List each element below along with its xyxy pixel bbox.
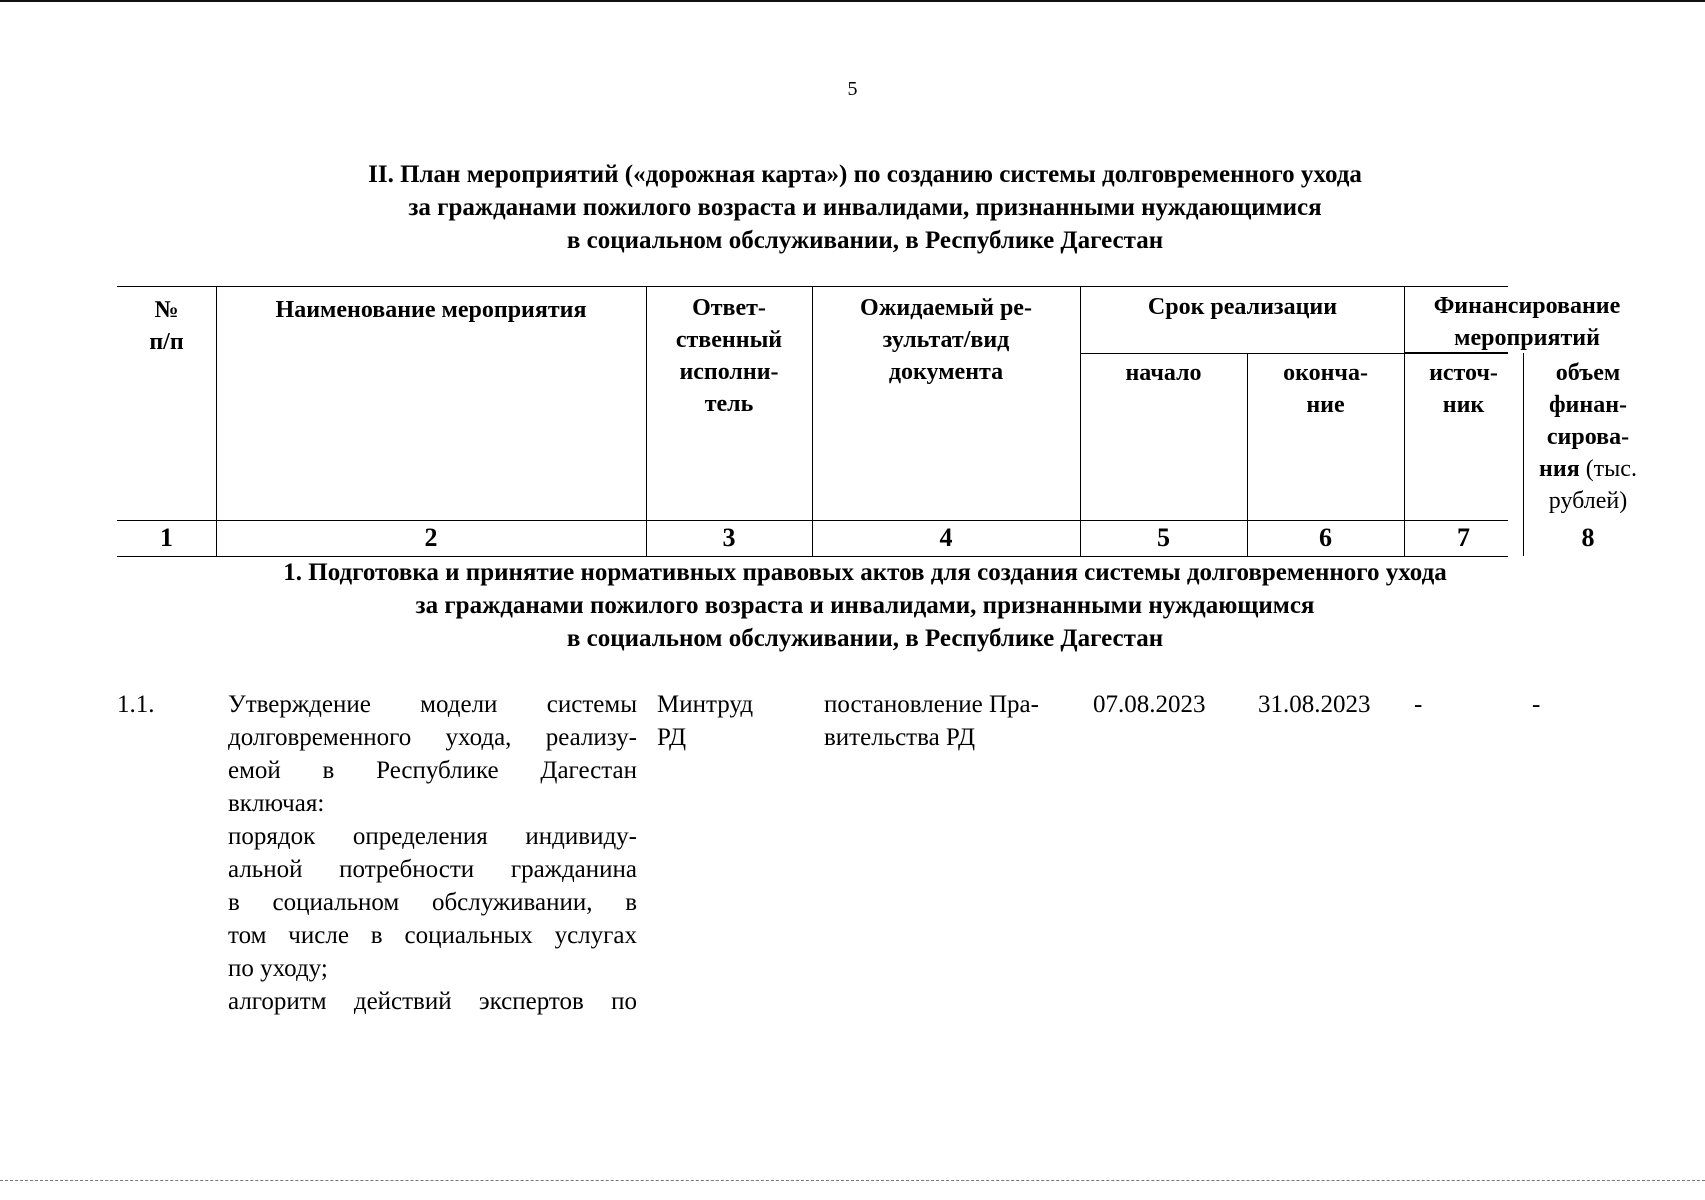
row-result: постановление Пра- вительства РД [824, 691, 1039, 751]
page-bottom-edge [0, 1180, 1705, 1181]
row-description: Утверждение модели системы долговременного ухода, реализу- емой в Республике Дагестан включая: порядок определения индивиду- альной потребности гражданина в социальном обслуживании, в том числе в социальных услугах по уходу; алгоритм действий экспертов по [228, 691, 637, 1015]
page-number: 5 [847, 78, 858, 100]
document-title [0, 158, 1705, 257]
row-start-date: 07.08.2023 [1093, 691, 1206, 718]
row-end-date: 31.08.2023 [1258, 691, 1371, 718]
column-number: 1 [160, 523, 173, 552]
header-amount: объем финан- сирова- ния (тыс. рублей) [1539, 360, 1637, 514]
page-top-edge [0, 0, 1705, 2]
title-line: за гражданами пожилого возраста и инвалидами, признанными нуждающимися [408, 194, 1322, 221]
header-responsible: Ответ- ственный исполни- тель [675, 295, 783, 417]
row-source: - [1414, 691, 1423, 718]
header-number: № п/п [149, 297, 184, 355]
title-line: в социальном обслуживании, в Республике Дагестан [566, 227, 1164, 254]
header-period-group: Срок реализации [1147, 294, 1338, 320]
column-number: 7 [1457, 523, 1470, 552]
header-finance-group: Финансирование мероприятий [1433, 293, 1621, 351]
header-source: источ- ник [1429, 360, 1498, 418]
col-divider [1080, 286, 1081, 556]
column-number: 8 [1581, 523, 1595, 552]
section-title: 1. Подготовка и принятие нормативных правовых актов для создания системы долговременного ухода за гражданами пожилого возраста и инвалидами, признанными нуждающимся в социальном обслуживании, в Республике Дагестан [283, 559, 1447, 652]
row-number: 1.1. [117, 691, 155, 718]
header-result: Ожидаемый ре- зультат/вид документа [860, 295, 1032, 385]
col-divider [216, 286, 217, 556]
column-number: 3 [722, 523, 736, 552]
column-number: 5 [1157, 523, 1170, 552]
title-line: II. План мероприятий («дорожная карта») по созданию системы долговременного ухода [368, 161, 1362, 188]
row-responsible: Минтруд РД [657, 691, 754, 751]
header-end: оконча- ние [1283, 360, 1368, 418]
column-number: 4 [939, 523, 953, 552]
header-start: начало [1125, 360, 1202, 386]
column-number: 6 [1319, 523, 1332, 552]
column-number: 2 [424, 523, 438, 552]
row-amount: - [1532, 691, 1541, 718]
header-name: Наименование мероприятия [275, 297, 587, 323]
